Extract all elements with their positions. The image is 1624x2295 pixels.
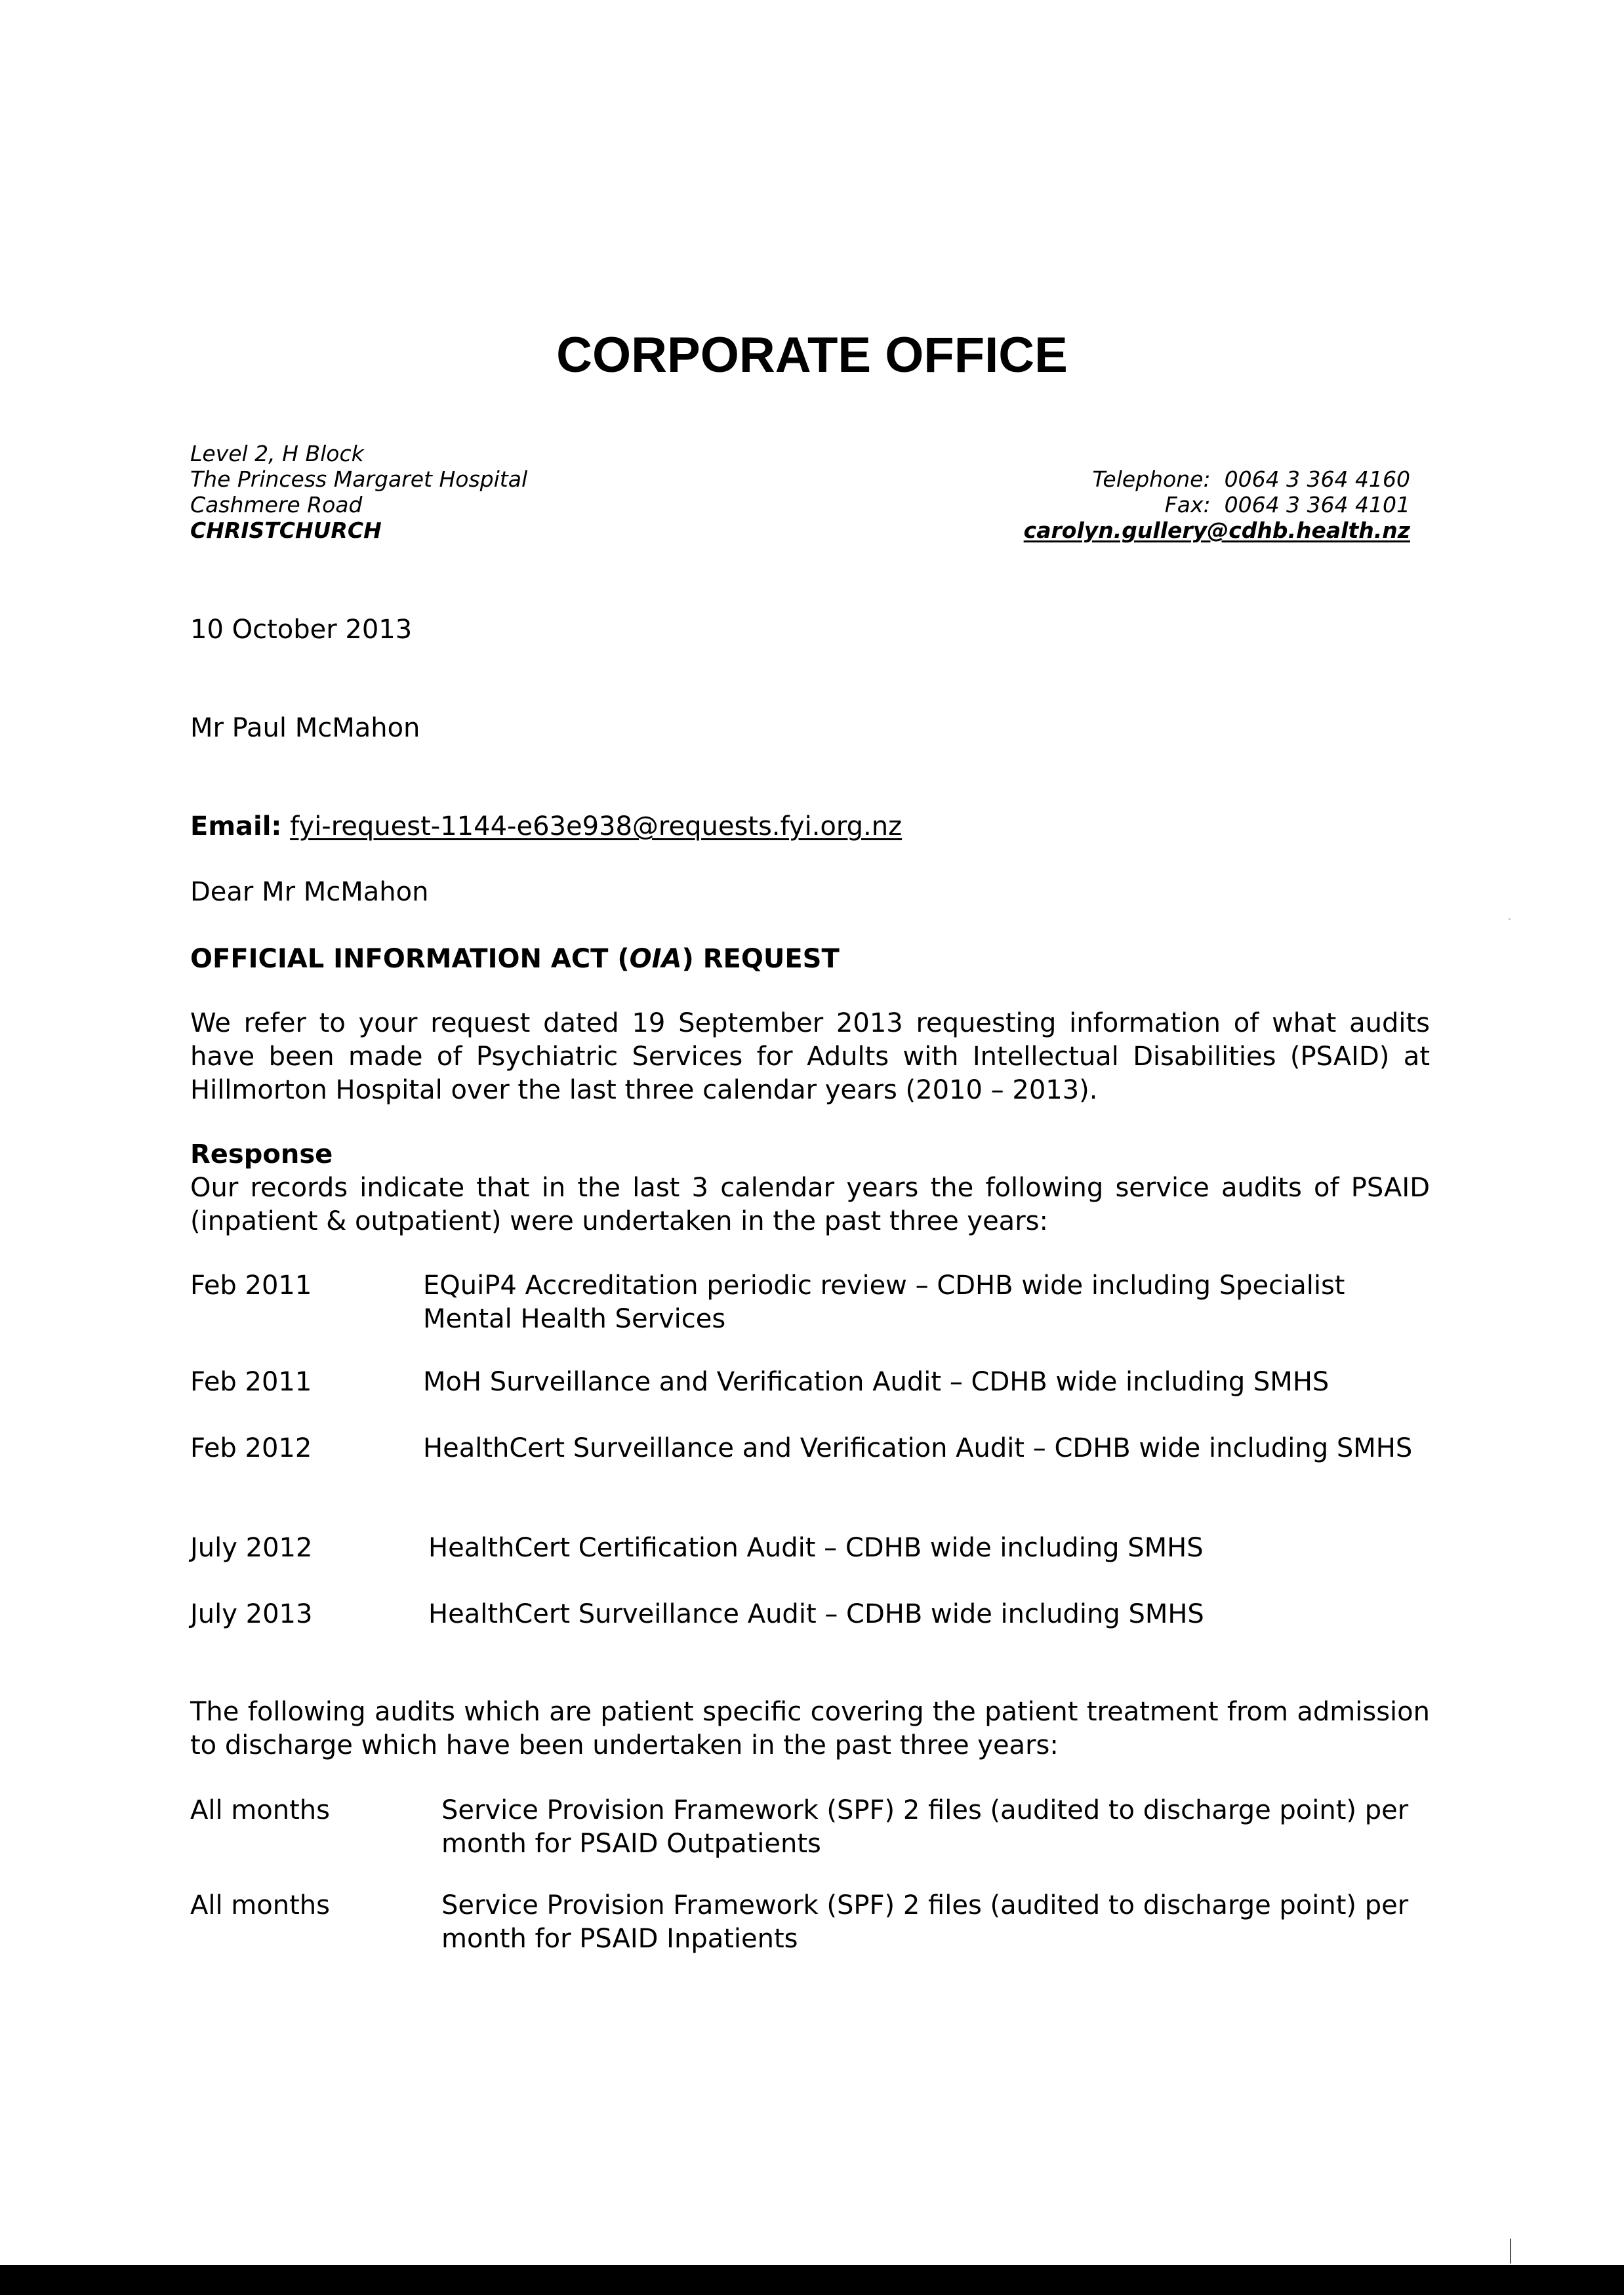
audit-date: July 2013: [190, 1599, 313, 1629]
recipient-email-line: [190, 810, 902, 843]
audit-description: HealthCert Certification Audit – CDHB wide including SMHS: [428, 1533, 1204, 1563]
sender-contact: [1024, 466, 1410, 543]
letter-date: 10 October 2013: [190, 615, 413, 645]
scan-artifact-tick: [1510, 2239, 1511, 2264]
salutation: Dear Mr McMahon: [190, 877, 429, 907]
audit-description: MoH Surveillance and Verification Audit – CDHB wide including SMHS: [423, 1367, 1330, 1397]
contact-email-row: [1024, 518, 1410, 543]
audit-date: July 2012: [190, 1533, 313, 1563]
service-audit-item: [190, 1432, 1436, 1465]
letterhead-title: CORPORATE OFFICE: [556, 327, 1068, 383]
scan-edge-bar: [0, 2265, 1624, 2295]
fax-number: 0064 3 364 4101: [1224, 492, 1410, 518]
audit-description: HealthCert Surveillance and Verification Audit – CDHB wide including SMHS: [423, 1433, 1413, 1463]
subject-abbr: OIA: [629, 944, 682, 974]
audit-date: Feb 2011: [190, 1270, 312, 1301]
audit-description: Service Provision Framework (SPF) 2 files (audited to discharge point) per month for PSAID Outpatients: [441, 1795, 1409, 1859]
recipient-email-link[interactable]: fyi-request-1144-e63e938@requests.fyi.org.nz: [290, 811, 903, 842]
response-paragraph: Our records indicate that in the last 3 calendar years the following service audits of PSAID (inpatient & outpatient) were undertaken in the past three years:: [190, 1173, 1430, 1236]
patient-audit-item: [190, 1889, 1436, 1956]
address-city: CHRISTCHURCH: [190, 518, 382, 543]
audit-period: All months: [190, 1890, 330, 1920]
email-label: Email:: [190, 811, 282, 842]
service-audit-item: [190, 1532, 1436, 1565]
audit-description: EQuiP4 Accreditation periodic review – CDHB wide including Specialist Mental Health Services: [423, 1270, 1345, 1334]
audit-period: All months: [190, 1795, 330, 1825]
response-heading: Response: [190, 1139, 333, 1169]
fax-row: [1024, 492, 1410, 518]
address-line-1: Level 2, H Block: [190, 441, 364, 466]
patient-audits-paragraph: The following audits which are patient specific covering the patient treatment from admission to discharge which have been undertaken in the past three years:: [190, 1697, 1430, 1760]
address-line-2: The Princess Margaret Hospital: [190, 466, 528, 492]
subject-heading: [190, 943, 840, 976]
contact-email-link[interactable]: carolyn.gullery@cdhb.health.nz: [1023, 518, 1410, 543]
telephone-label: Telephone:: [1092, 466, 1211, 492]
recipient-name: Mr Paul McMahon: [190, 713, 420, 743]
audit-date: Feb 2012: [190, 1433, 312, 1463]
intro-paragraph: We refer to your request dated 19 September 2013 requesting information of what audits have been made of Psychiatric Services for Adults with Intellectual Disabilities (PSAID) at Hillmorton Hospital over the last three calendar years (2010 – 2013).: [190, 1008, 1430, 1105]
sender-address: [190, 441, 527, 543]
audit-date: Feb 2011: [190, 1367, 312, 1397]
audit-description: HealthCert Surveillance Audit – CDHB wide including SMHS: [428, 1599, 1204, 1629]
telephone-row: [1024, 466, 1410, 492]
service-audit-item: [190, 1598, 1436, 1631]
patient-audit-item: [190, 1794, 1436, 1861]
audit-description: Service Provision Framework (SPF) 2 files (audited to discharge point) per month for PSAID Inpatients: [441, 1890, 1409, 1954]
subject-suffix: ) REQUEST: [681, 944, 840, 974]
service-audit-item: [190, 1269, 1436, 1336]
service-audit-item: [190, 1366, 1436, 1399]
subject-prefix: OFFICIAL INFORMATION ACT (: [190, 944, 630, 974]
fax-label: Fax:: [1164, 492, 1211, 518]
scan-artifact-dot: [1509, 918, 1511, 920]
address-line-3: Cashmere Road: [190, 492, 363, 518]
telephone-number: 0064 3 364 4160: [1224, 466, 1410, 492]
